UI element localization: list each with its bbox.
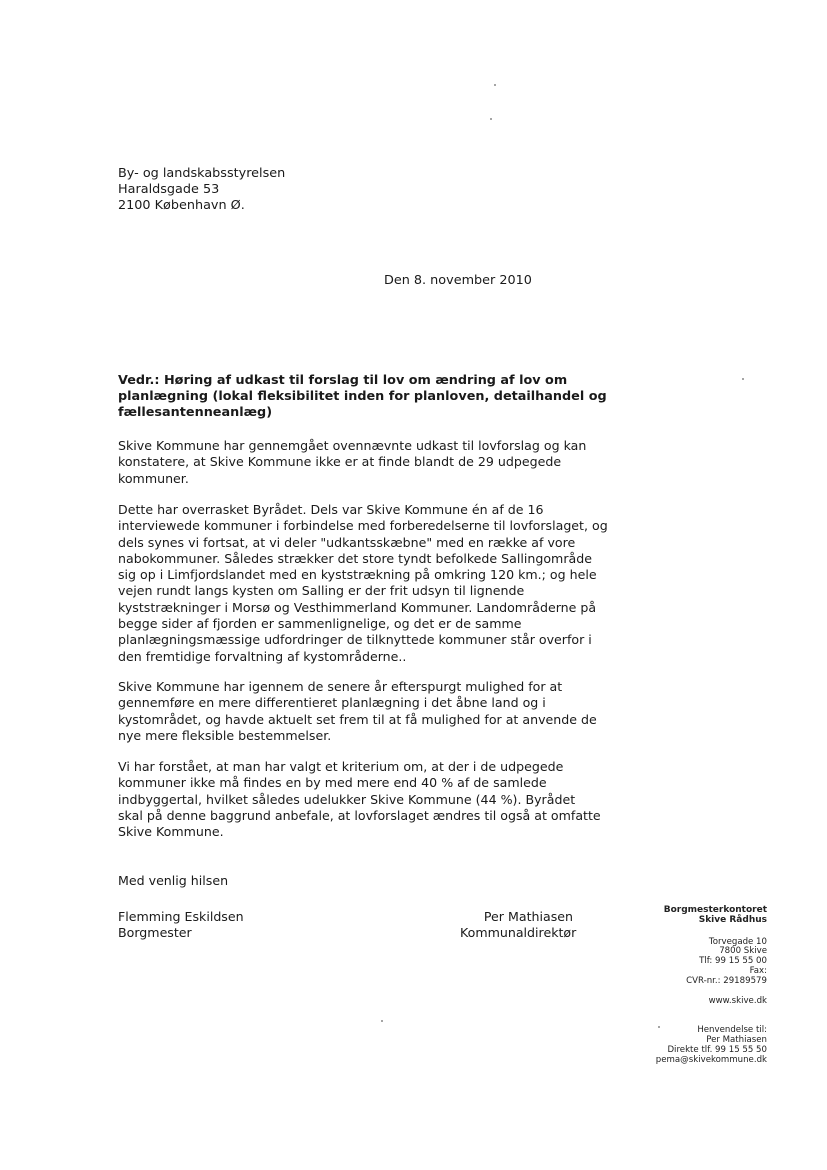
sender-cvr: CVR-nr.: 29189579: [686, 975, 767, 986]
text-line: kyststrækninger i Morsø og Vesthimmerland Kommuner. Landområderne på: [118, 599, 597, 615]
body-paragraph-1: [118, 438, 618, 487]
signatory-mayor: [118, 909, 244, 942]
text-line: nye mere fleksible bestemmelser.: [118, 727, 332, 743]
scan-speck: [490, 118, 492, 120]
signatory-director: [460, 909, 577, 942]
recipient-street: Haraldsgade 53: [118, 182, 220, 197]
sender-contact-block: [656, 906, 767, 1066]
text-line: gennemføre en mere differentieret planlægning i det åbne land og i: [118, 695, 546, 711]
scan-speck: [742, 378, 744, 380]
text-line: skal på denne baggrund anbefale, at lovforslaget ændres til også at omfatte: [118, 807, 601, 823]
sender-building: Skive Rådhus: [698, 914, 767, 925]
text-line: Skive Kommune har gennemgået ovennævnte udkast til lovforslag og kan: [118, 438, 587, 453]
sender-phone: Tlf: 99 15 55 00: [699, 956, 767, 967]
text-line: kommuner ikke må findes en by med mere end 40 % af de samlede: [118, 775, 547, 791]
text-line: begge sider af fjorden er sammenlignelige, og det er de samme: [118, 616, 522, 632]
sender-fax: Fax:: [749, 965, 767, 976]
contact-label: Henvendelse til:: [697, 1025, 767, 1036]
text-line: konstatere, at Skive Kommune ikke er at finde blandt de 29 udpegede: [118, 454, 562, 470]
text-line: vejen rundt langs kysten om Salling er der frit udsyn til lignende: [118, 583, 525, 599]
subject-line: Vedr.: Høring af udkast til forslag til lov om ændring af lov om: [118, 373, 568, 388]
body-paragraph-4: [118, 759, 618, 840]
contact-email: pema@skivekommune.dk: [655, 1054, 767, 1065]
sender-office: Borgmesterkontoret: [663, 905, 767, 915]
signatory-name: Per Mathiasen: [483, 909, 573, 924]
text-line: den fremtidige forvaltning af kystområderne..: [118, 648, 407, 664]
text-line: planlægningsmæssige udfordringer de tilknyttede kommuner står overfor i: [118, 632, 592, 648]
text-line: Skive Kommune har igennem de senere år efterspurgt mulighed for at: [118, 679, 563, 694]
scan-speck: [494, 84, 496, 86]
subject-line: fællesantenneanlæg): [118, 405, 273, 420]
subject-heading: [118, 373, 607, 421]
text-line: Vi har forstået, at man har valgt et kriterium om, at der i de udpegede: [118, 759, 564, 774]
text-line: indbyggertal, hvilket således udelukker Skive Kommune (44 %). Byrådet: [118, 791, 576, 807]
letter-date: Den 8. november 2010: [384, 273, 532, 288]
body-paragraph-2: [118, 502, 618, 665]
text-line: kystområdet, og havde aktuelt set frem til at få mulighed for at anvende de: [118, 711, 597, 727]
contact-name: Per Mathiasen: [706, 1035, 767, 1046]
text-line: Dette har overrasket Byrådet. Dels var Skive Kommune én af de 16: [118, 502, 544, 517]
text-line: dels synes vi fortsat, at vi deler "udkantsskæbne" med en række af vore: [118, 534, 576, 550]
recipient-city: 2100 København Ø.: [118, 198, 245, 213]
sender-website: www.skive.dk: [708, 995, 767, 1006]
contact-direct-phone: Direkte tlf. 99 15 55 50: [667, 1044, 767, 1055]
sender-street: Torvegade 10: [708, 936, 767, 947]
text-line: Skive Kommune.: [118, 824, 224, 840]
subject-line: planlægning (lokal fleksibilitet inden for planloven, detailhandel og: [118, 389, 607, 404]
text-line: kommuner.: [118, 470, 189, 486]
text-line: interviewede kommuner i forbindelse med forberedelserne til lovforslaget, og: [118, 518, 608, 534]
text-line: nabokommuner. Således strækker det store tyndt befolkede Sallingområde: [118, 550, 592, 566]
closing-greeting: Med venlig hilsen: [118, 873, 229, 888]
text-line: sig op i Limfjordslandet med en kyststrækning på omkring 120 km.; og hele: [118, 567, 597, 583]
signatory-name: Flemming Eskildsen: [118, 909, 244, 924]
body-paragraph-3: [118, 679, 618, 744]
recipient-name: By- og landskabsstyrelsen: [118, 166, 286, 181]
scan-speck: [658, 1026, 660, 1028]
signatory-title: Kommunaldirektør: [460, 925, 577, 941]
scan-speck: [381, 1020, 383, 1022]
sender-city: 7800 Skive: [719, 946, 767, 957]
signatory-title: Borgmester: [118, 925, 192, 941]
recipient-address: [118, 166, 285, 214]
